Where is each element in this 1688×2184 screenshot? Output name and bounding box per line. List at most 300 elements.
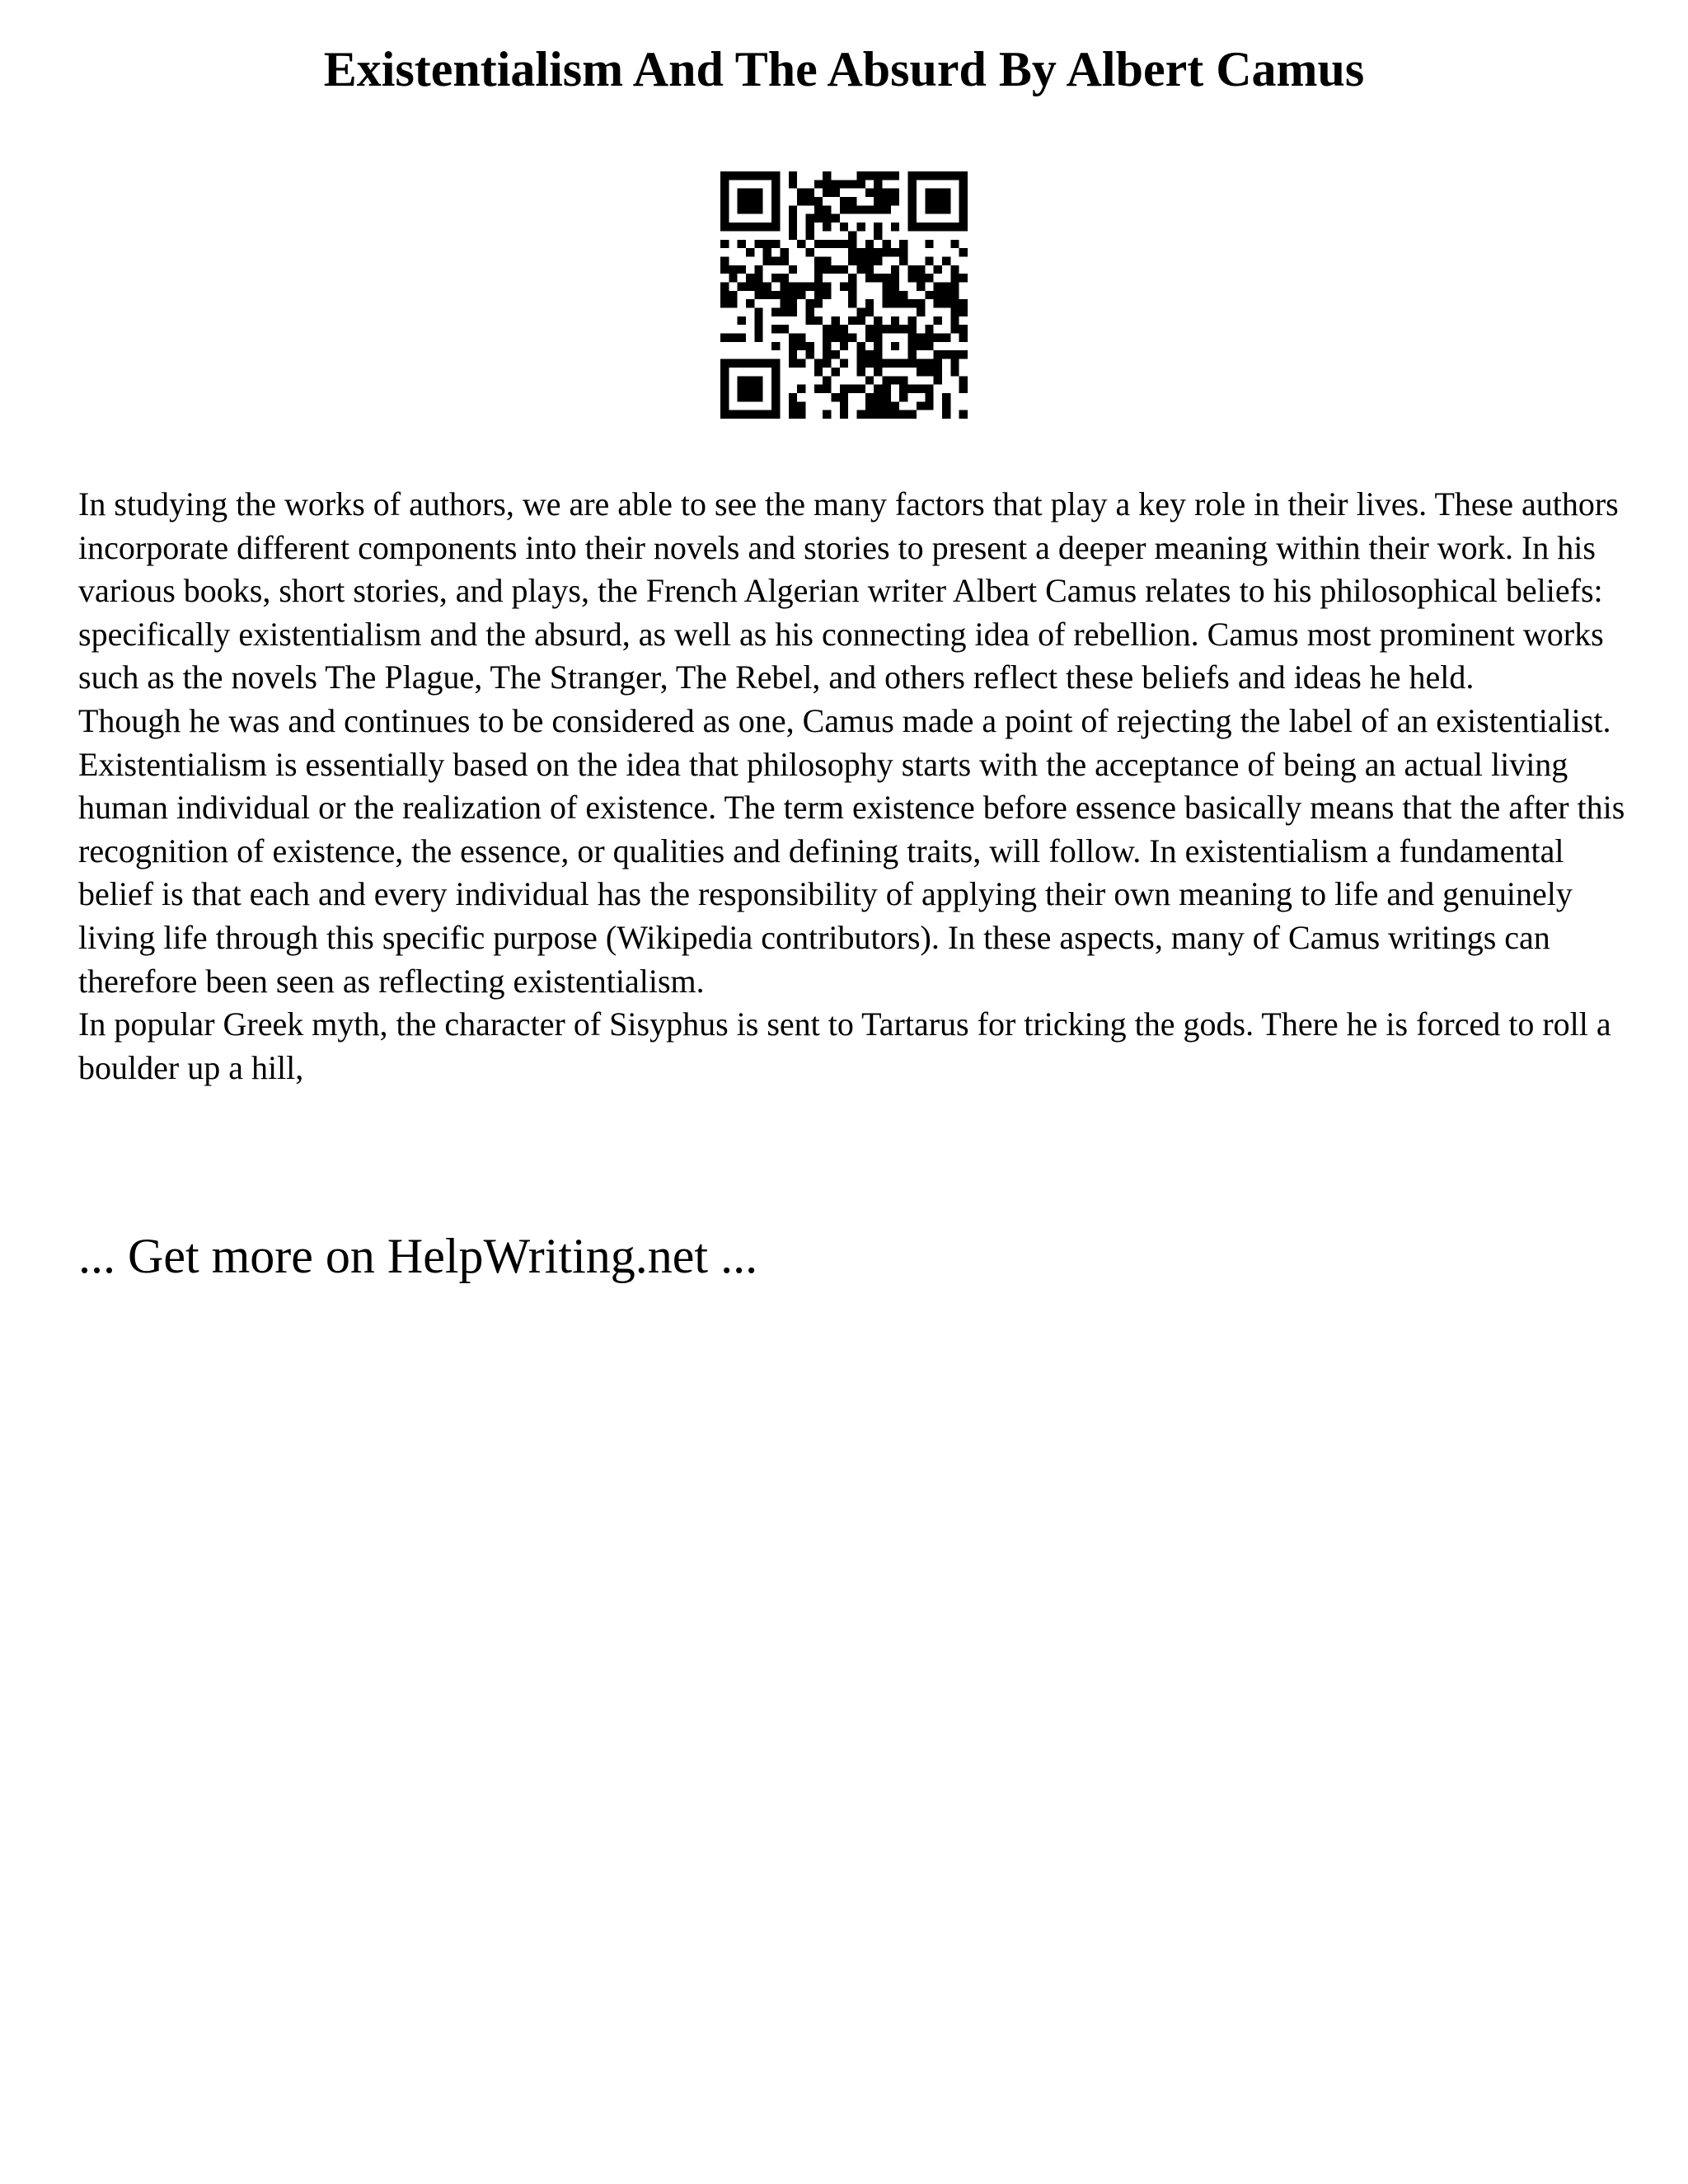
qr-module bbox=[883, 197, 891, 205]
qr-module bbox=[899, 410, 907, 419]
qr-module bbox=[746, 248, 754, 256]
qr-module bbox=[874, 189, 882, 197]
qr-module bbox=[754, 325, 762, 333]
qr-module bbox=[805, 197, 814, 205]
qr-module bbox=[959, 197, 968, 205]
qr-module bbox=[823, 240, 831, 248]
qr-module bbox=[746, 189, 754, 197]
qr-module bbox=[720, 385, 729, 393]
qr-module bbox=[959, 308, 968, 316]
qr-module bbox=[789, 231, 797, 239]
qr-module bbox=[848, 240, 856, 248]
qr-module bbox=[917, 342, 925, 350]
qr-module bbox=[789, 214, 797, 223]
qr-module bbox=[917, 274, 925, 282]
qr-module bbox=[883, 282, 891, 290]
qr-module bbox=[865, 299, 874, 307]
qr-module bbox=[891, 223, 899, 231]
qr-module bbox=[865, 401, 874, 410]
qr-module bbox=[942, 393, 950, 401]
qr-module bbox=[789, 334, 797, 342]
qr-module bbox=[729, 274, 737, 282]
qr-module bbox=[754, 282, 762, 290]
qr-module bbox=[908, 334, 917, 342]
qr-module bbox=[729, 171, 737, 180]
qr-module bbox=[925, 291, 933, 299]
qr-module bbox=[771, 189, 780, 197]
qr-module bbox=[805, 350, 814, 359]
qr-module bbox=[720, 291, 729, 299]
qr-module bbox=[934, 171, 942, 180]
qr-module bbox=[797, 240, 805, 248]
qr-module bbox=[814, 265, 823, 274]
qr-module bbox=[823, 334, 831, 342]
qr-module bbox=[959, 325, 968, 333]
qr-module bbox=[865, 189, 874, 197]
qr-module bbox=[908, 299, 917, 307]
qr-module bbox=[789, 171, 797, 180]
qr-module bbox=[848, 299, 856, 307]
qr-module bbox=[720, 171, 729, 180]
qr-module bbox=[874, 410, 882, 419]
qr-module bbox=[891, 325, 899, 333]
qr-module bbox=[908, 410, 917, 419]
qr-module bbox=[883, 171, 891, 180]
qr-module bbox=[908, 316, 917, 325]
paragraph: In popular Greek myth, the character of Sisyphus is sent to Tartarus for tricking the gods. There he is forced to roll a boulder up a hill, bbox=[78, 1005, 1611, 1086]
qr-module bbox=[746, 223, 754, 231]
qr-module bbox=[823, 180, 831, 188]
qr-module bbox=[771, 393, 780, 401]
qr-module bbox=[925, 359, 933, 368]
qr-module bbox=[771, 325, 780, 333]
qr-module bbox=[754, 308, 762, 316]
qr-module bbox=[746, 205, 754, 213]
qr-module bbox=[959, 171, 968, 180]
qr-module bbox=[848, 291, 856, 299]
qr-module bbox=[780, 274, 788, 282]
qr-module bbox=[934, 205, 942, 213]
qr-module bbox=[763, 359, 771, 368]
qr-module bbox=[908, 197, 917, 205]
qr-module bbox=[874, 368, 882, 376]
qr-module bbox=[789, 308, 797, 316]
qr-module bbox=[883, 291, 891, 299]
qr-module bbox=[883, 299, 891, 307]
qr-module bbox=[840, 359, 848, 368]
qr-module bbox=[917, 171, 925, 180]
qr-module bbox=[950, 171, 959, 180]
qr-module bbox=[908, 359, 917, 368]
qr-module bbox=[865, 256, 874, 265]
qr-module bbox=[942, 410, 950, 419]
qr-module bbox=[823, 205, 831, 213]
qr-module bbox=[899, 376, 907, 384]
qr-module bbox=[831, 189, 839, 197]
qr-module bbox=[950, 282, 959, 290]
qr-module bbox=[950, 308, 959, 316]
qr-module bbox=[805, 342, 814, 350]
qr-module bbox=[720, 240, 729, 248]
qr-module bbox=[823, 265, 831, 274]
qr-module bbox=[908, 171, 917, 180]
qr-module bbox=[934, 282, 942, 290]
qr-module bbox=[746, 274, 754, 282]
qr-module bbox=[934, 368, 942, 376]
qr-module bbox=[934, 376, 942, 384]
paragraph: In studying the works of authors, we are able to see the many factors that play a key role in their lives. These authors incorporate different components into their novels and stories to present a deeper meaning within their work. In his various books, short stories, and plays, the French Algerian writer Albert Camus relates to his philosophical beliefs: specifically existentialism and the absurd, as well as his connecting idea of rebellion. Camus most prominent works such as the novels The Plague, The Stranger, The Rebel, and others reflect these beliefs and ideas he held. bbox=[78, 485, 1619, 696]
qr-module bbox=[899, 325, 907, 333]
qr-module bbox=[780, 256, 788, 265]
qr-module bbox=[771, 291, 780, 299]
qr-module bbox=[729, 334, 737, 342]
qr-module bbox=[738, 223, 746, 231]
qr-module bbox=[925, 274, 933, 282]
qr-module bbox=[950, 325, 959, 333]
qr-module bbox=[874, 231, 882, 239]
qr-module bbox=[950, 359, 959, 368]
qr-module bbox=[771, 368, 780, 376]
qr-module bbox=[848, 248, 856, 256]
qr-module bbox=[950, 265, 959, 274]
qr-module bbox=[857, 223, 865, 231]
qr-module bbox=[865, 376, 874, 384]
qr-module bbox=[857, 265, 865, 274]
qr-module bbox=[780, 308, 788, 316]
qr-module bbox=[805, 299, 814, 307]
qr-module bbox=[925, 240, 933, 248]
qr-module bbox=[831, 393, 839, 401]
qr-module bbox=[720, 180, 729, 188]
qr-module bbox=[959, 385, 968, 393]
qr-module bbox=[908, 265, 917, 274]
qr-module bbox=[959, 214, 968, 223]
qr-module bbox=[814, 359, 823, 368]
qr-module bbox=[814, 299, 823, 307]
qr-module bbox=[908, 214, 917, 223]
qr-module bbox=[738, 282, 746, 290]
qr-module bbox=[865, 248, 874, 256]
qr-module bbox=[738, 334, 746, 342]
qr-module bbox=[899, 393, 907, 401]
qr-module bbox=[754, 316, 762, 325]
qr-module bbox=[959, 410, 968, 419]
qr-module bbox=[883, 401, 891, 410]
qr-module bbox=[780, 325, 788, 333]
qr-module bbox=[883, 189, 891, 197]
qr-module bbox=[771, 308, 780, 316]
qr-module bbox=[925, 393, 933, 401]
qr-module bbox=[891, 291, 899, 299]
qr-module bbox=[891, 171, 899, 180]
qr-module bbox=[857, 359, 865, 368]
qr-module bbox=[874, 334, 882, 342]
qr-module bbox=[959, 334, 968, 342]
qr-module bbox=[883, 325, 891, 333]
qr-module bbox=[917, 223, 925, 231]
qr-module bbox=[857, 410, 865, 419]
qr-module bbox=[720, 265, 729, 274]
qr-module bbox=[831, 265, 839, 274]
qr-module bbox=[899, 359, 907, 368]
qr-module bbox=[899, 291, 907, 299]
qr-module bbox=[763, 171, 771, 180]
qr-module bbox=[899, 299, 907, 307]
qr-module bbox=[934, 291, 942, 299]
qr-module bbox=[934, 189, 942, 197]
qr-module bbox=[738, 265, 746, 274]
qr-module bbox=[874, 393, 882, 401]
qr-module bbox=[848, 256, 856, 265]
qr-module bbox=[925, 334, 933, 342]
qr-module bbox=[857, 368, 865, 376]
qr-module bbox=[891, 189, 899, 197]
qr-module bbox=[729, 410, 737, 419]
qr-module bbox=[720, 197, 729, 205]
qr-module bbox=[720, 214, 729, 223]
qr-module bbox=[874, 342, 882, 350]
qr-module bbox=[746, 385, 754, 393]
qr-module bbox=[738, 240, 746, 248]
qr-module bbox=[831, 240, 839, 248]
qr-module bbox=[840, 240, 848, 248]
qr-module bbox=[865, 274, 874, 282]
qr-module bbox=[831, 214, 839, 223]
qr-module bbox=[797, 342, 805, 350]
qr-module bbox=[950, 291, 959, 299]
qr-module bbox=[917, 368, 925, 376]
qr-module bbox=[738, 385, 746, 393]
qr-module bbox=[814, 368, 823, 376]
qr-module bbox=[891, 316, 899, 325]
qr-module bbox=[848, 282, 856, 290]
qr-module bbox=[917, 282, 925, 290]
qr-module bbox=[729, 265, 737, 274]
qr-module bbox=[754, 205, 762, 213]
qr-module bbox=[823, 282, 831, 290]
qr-module bbox=[771, 240, 780, 248]
qr-module bbox=[720, 376, 729, 384]
qr-module bbox=[959, 274, 968, 282]
qr-module bbox=[789, 393, 797, 401]
qr-module bbox=[917, 359, 925, 368]
qr-module bbox=[840, 197, 848, 205]
qr-module bbox=[771, 180, 780, 188]
qr-module bbox=[746, 197, 754, 205]
qr-module bbox=[831, 325, 839, 333]
qr-module bbox=[763, 291, 771, 299]
qr-module bbox=[763, 240, 771, 248]
qr-module bbox=[805, 223, 814, 231]
qr-module bbox=[805, 308, 814, 316]
qr-module bbox=[899, 256, 907, 265]
qr-module bbox=[908, 189, 917, 197]
qr-module bbox=[883, 248, 891, 256]
qr-module bbox=[831, 350, 839, 359]
qr-module bbox=[805, 248, 814, 256]
qr-module bbox=[891, 342, 899, 350]
qr-module bbox=[805, 282, 814, 290]
qr-module bbox=[789, 342, 797, 350]
qr-module bbox=[771, 214, 780, 223]
qr-module bbox=[831, 316, 839, 325]
get-more-link[interactable]: ... Get more on HelpWriting.net ... bbox=[78, 1229, 758, 1283]
qr-module bbox=[883, 205, 891, 213]
qr-module bbox=[908, 325, 917, 333]
qr-module bbox=[754, 291, 762, 299]
qr-module bbox=[891, 410, 899, 419]
qr-module bbox=[883, 393, 891, 401]
qr-module bbox=[891, 376, 899, 384]
qr-module bbox=[908, 274, 917, 282]
qr-module bbox=[917, 401, 925, 410]
qr-code-icon bbox=[720, 171, 968, 419]
qr-module bbox=[754, 359, 762, 368]
qr-module bbox=[883, 410, 891, 419]
qr-module bbox=[797, 291, 805, 299]
qr-module bbox=[925, 342, 933, 350]
qr-module bbox=[950, 350, 959, 359]
qr-module bbox=[959, 350, 968, 359]
qr-module bbox=[746, 410, 754, 419]
qr-module bbox=[771, 171, 780, 180]
qr-module bbox=[746, 376, 754, 384]
qr-module bbox=[874, 223, 882, 231]
qr-module bbox=[840, 180, 848, 188]
qr-module bbox=[840, 334, 848, 342]
qr-module bbox=[831, 368, 839, 376]
qr-module bbox=[857, 308, 865, 316]
qr-module bbox=[823, 223, 831, 231]
qr-module bbox=[720, 282, 729, 290]
qr-module bbox=[883, 385, 891, 393]
qr-module bbox=[771, 410, 780, 419]
qr-module bbox=[942, 299, 950, 307]
qr-module bbox=[805, 214, 814, 223]
qr-module bbox=[857, 385, 865, 393]
qr-module bbox=[865, 359, 874, 368]
qr-module bbox=[959, 205, 968, 213]
qr-module bbox=[738, 376, 746, 384]
qr-module bbox=[720, 299, 729, 307]
qr-module bbox=[789, 180, 797, 188]
qr-module bbox=[874, 385, 882, 393]
qr-module bbox=[789, 350, 797, 359]
qr-module bbox=[797, 385, 805, 393]
qr-module bbox=[754, 189, 762, 197]
qr-module bbox=[738, 205, 746, 213]
qr-module bbox=[874, 248, 882, 256]
qr-module bbox=[840, 410, 848, 419]
qr-module bbox=[883, 376, 891, 384]
qr-module bbox=[874, 401, 882, 410]
qr-module bbox=[925, 385, 933, 393]
qr-module bbox=[789, 410, 797, 419]
qr-module bbox=[848, 180, 856, 188]
qr-module bbox=[720, 359, 729, 368]
qr-module bbox=[917, 308, 925, 316]
qr-module bbox=[874, 359, 882, 368]
qr-module bbox=[942, 350, 950, 359]
qr-module bbox=[925, 223, 933, 231]
qr-module bbox=[729, 223, 737, 231]
qr-module bbox=[934, 299, 942, 307]
qr-module bbox=[780, 299, 788, 307]
qr-module bbox=[891, 274, 899, 282]
qr-module bbox=[729, 291, 737, 299]
qr-module bbox=[789, 265, 797, 274]
qr-module bbox=[771, 376, 780, 384]
qr-module bbox=[857, 205, 865, 213]
qr-module bbox=[754, 171, 762, 180]
qr-module bbox=[720, 256, 729, 265]
qr-module bbox=[934, 316, 942, 325]
qr-module bbox=[950, 299, 959, 307]
qr-module bbox=[823, 350, 831, 359]
qr-module bbox=[814, 256, 823, 265]
qr-module bbox=[797, 401, 805, 410]
qr-module bbox=[746, 299, 754, 307]
qr-module bbox=[831, 180, 839, 188]
qr-module bbox=[771, 385, 780, 393]
qr-module bbox=[959, 189, 968, 197]
qr-module bbox=[934, 359, 942, 368]
qr-module bbox=[874, 256, 882, 265]
qr-module bbox=[754, 240, 762, 248]
qr-module bbox=[934, 265, 942, 274]
qr-module bbox=[857, 350, 865, 359]
qr-module bbox=[780, 282, 788, 290]
qr-module bbox=[891, 248, 899, 256]
qr-module bbox=[950, 274, 959, 282]
qr-module bbox=[865, 240, 874, 248]
qr-module bbox=[891, 359, 899, 368]
qr-module bbox=[942, 401, 950, 410]
qr-module bbox=[840, 223, 848, 231]
qr-module bbox=[720, 334, 729, 342]
qr-module bbox=[797, 197, 805, 205]
qr-module bbox=[831, 334, 839, 342]
qr-module bbox=[917, 265, 925, 274]
qr-module bbox=[865, 308, 874, 316]
qr-module bbox=[865, 393, 874, 401]
qr-module bbox=[738, 316, 746, 325]
qr-module bbox=[729, 359, 737, 368]
qr-module bbox=[814, 205, 823, 213]
qr-module bbox=[746, 359, 754, 368]
qr-module bbox=[891, 265, 899, 274]
qr-module bbox=[950, 223, 959, 231]
qr-module bbox=[942, 256, 950, 265]
qr-module bbox=[917, 334, 925, 342]
qr-module bbox=[942, 334, 950, 342]
qr-module bbox=[814, 316, 823, 325]
qr-module bbox=[823, 171, 831, 180]
qr-module bbox=[857, 256, 865, 265]
qr-module bbox=[857, 316, 865, 325]
qr-module bbox=[874, 180, 882, 188]
document-title: Existentialism And The Absurd By Albert Camus bbox=[323, 42, 1365, 96]
qr-module bbox=[942, 189, 950, 197]
qr-module bbox=[874, 316, 882, 325]
qr-module bbox=[840, 265, 848, 274]
qr-module bbox=[934, 223, 942, 231]
qr-module bbox=[738, 359, 746, 368]
qr-module bbox=[754, 385, 762, 393]
qr-module bbox=[934, 197, 942, 205]
qr-module bbox=[908, 205, 917, 213]
qr-module bbox=[840, 282, 848, 290]
